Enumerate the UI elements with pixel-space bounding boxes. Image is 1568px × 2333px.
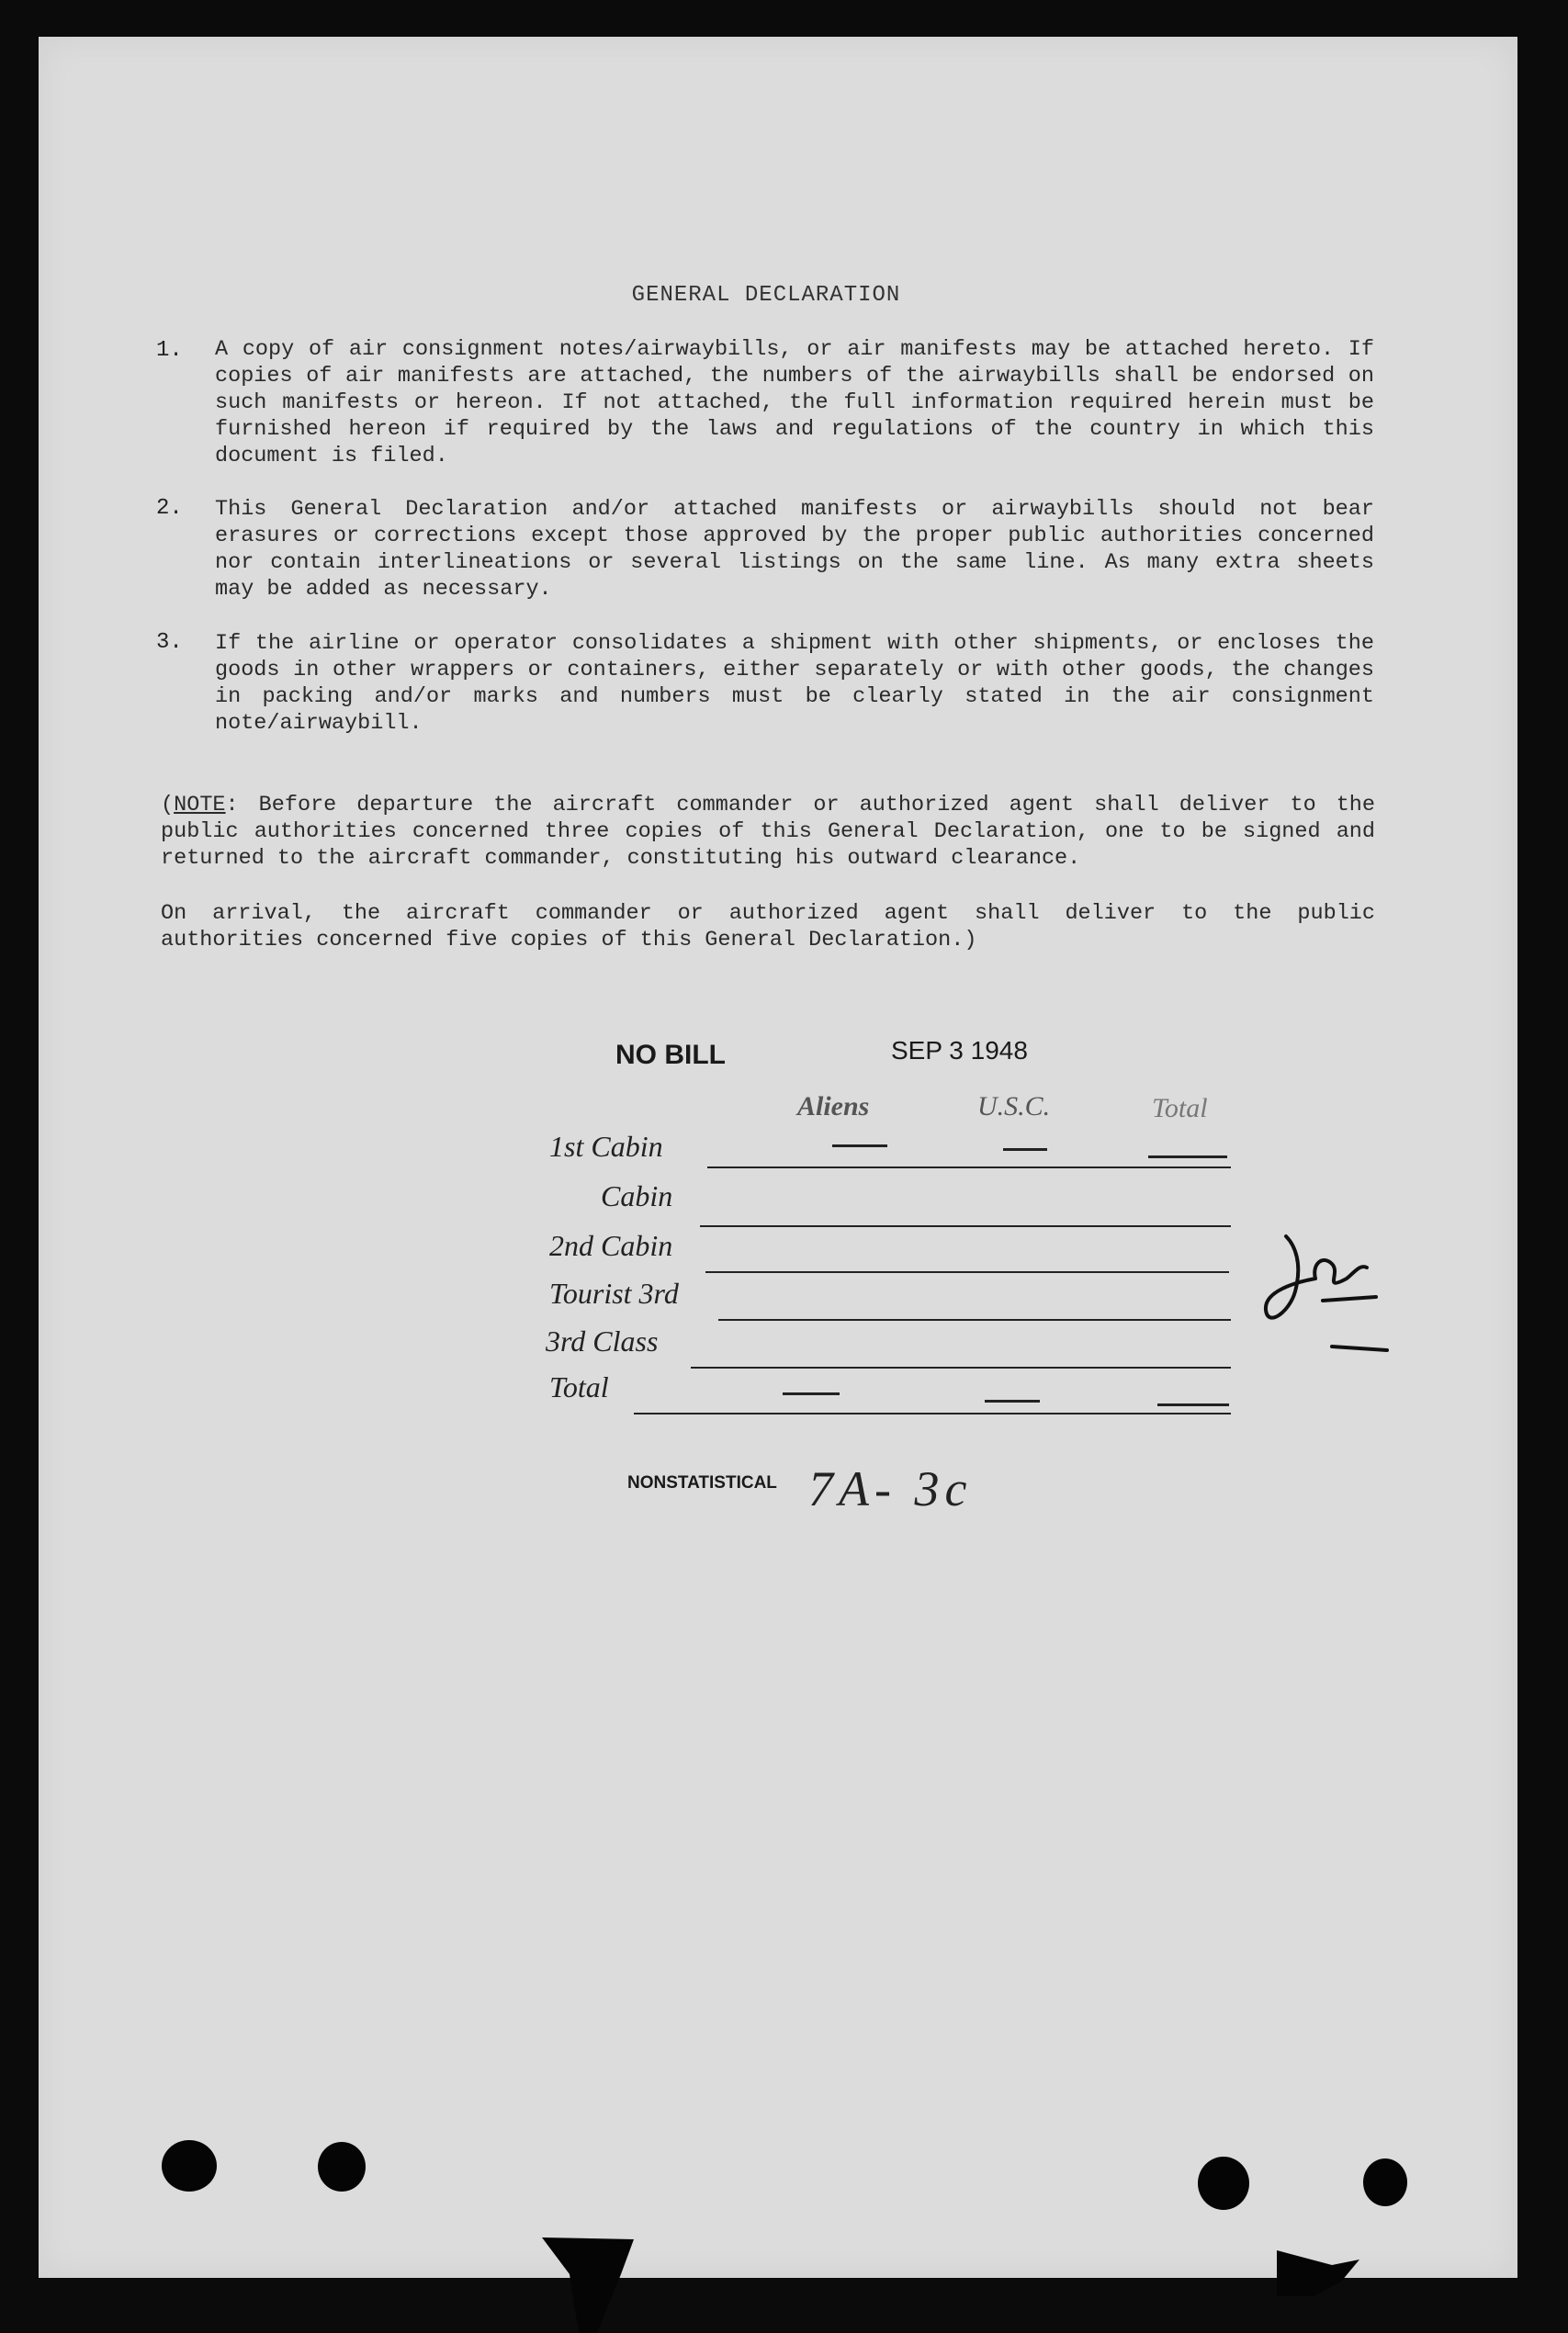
column-total: Total	[1152, 1093, 1208, 1123]
row-total-aliens-dash	[783, 1392, 840, 1395]
row-1-aliens-dash	[832, 1144, 887, 1147]
row-3-rule	[705, 1271, 1229, 1273]
note-label: NOTE	[174, 793, 226, 817]
column-aliens: Aliens	[797, 1091, 870, 1121]
date-stamp: SEP 3 1948	[891, 1036, 1028, 1065]
handwritten-code: 7A- 3c	[808, 1461, 973, 1516]
torn-edge-icon	[542, 2237, 634, 2333]
column-usc: U.S.C.	[977, 1091, 1051, 1121]
row-3rd-class: 3rd Class	[546, 1324, 659, 1358]
no-bill-stamp: NO BILL	[615, 1040, 726, 1070]
arrival-paragraph: On arrival, the aircraft commander or authorized agent shall deliver to the public authorities concerned five copies of this General Declaration.)	[161, 901, 1375, 952]
row-1-total-dash	[1148, 1155, 1227, 1158]
row-tourist-3rd: Tourist 3rd	[549, 1277, 679, 1310]
note-paragraph	[161, 792, 1375, 872]
row-1st-cabin: 1st Cabin	[549, 1130, 663, 1163]
punch-hole-right-1	[1198, 2157, 1249, 2210]
row-4-rule	[718, 1319, 1231, 1321]
row-cabin: Cabin	[601, 1179, 673, 1212]
row-6-rule	[634, 1413, 1231, 1414]
item-3-text: If the airline or operator consolidates a shipment with other shipments, or encloses the goods in other wrappers or containers, either separately or with other goods, the changes in packing and/or marks and numbers must be clearly stated in the air consignment note/airwaybill.	[215, 631, 1374, 736]
nonstatistical-stamp: NONSTATISTICAL	[627, 1473, 777, 1493]
row-5-rule	[691, 1367, 1231, 1369]
row-1-usc-dash	[1003, 1148, 1047, 1151]
initials-signature-icon	[1258, 1227, 1387, 1356]
row-2nd-cabin: 2nd Cabin	[549, 1229, 673, 1262]
item-3-number: 3.	[156, 630, 183, 655]
note-open-paren: (	[161, 793, 175, 817]
punch-hole-left-1	[162, 2140, 217, 2192]
item-2-number: 2.	[156, 496, 183, 521]
item-2-text: This General Declaration and/or attached manifests or airwaybills should not bear erasures or corrections except those approved by the proper public authorities concerned nor contain interlineations or several listings on the same line. As many extra sheets may be added as necessary.	[215, 497, 1374, 602]
punch-hole-right-2	[1363, 2158, 1407, 2206]
item-1-text: A copy of air consignment notes/airwaybills, or air manifests may be attached hereto. If copies of air manifests are attached, the numbers of the airwaybills shall be endorsed on such manifests or hereon. If not attached, the full information required herein must be furnished hereon if required by the laws and regulations of the country in which this document is filed.	[215, 337, 1374, 468]
torn-corner-icon	[1277, 2241, 1369, 2296]
punch-hole-left-2	[318, 2142, 366, 2192]
row-total-usc-dash	[985, 1400, 1040, 1403]
item-1-number: 1.	[156, 338, 183, 363]
page-title: GENERAL DECLARATION	[631, 283, 901, 308]
row-1-rule	[707, 1166, 1231, 1168]
row-2-rule	[700, 1225, 1231, 1227]
note-text: : Before departure the aircraft commander or authorized agent shall deliver to the public authorities concerned three copies of this General Declaration, one to be signed and returned to the aircraft commander, constituting his outward clearance.	[161, 793, 1375, 871]
row-total: Total	[549, 1370, 609, 1403]
row-total-total-dash	[1157, 1403, 1229, 1406]
